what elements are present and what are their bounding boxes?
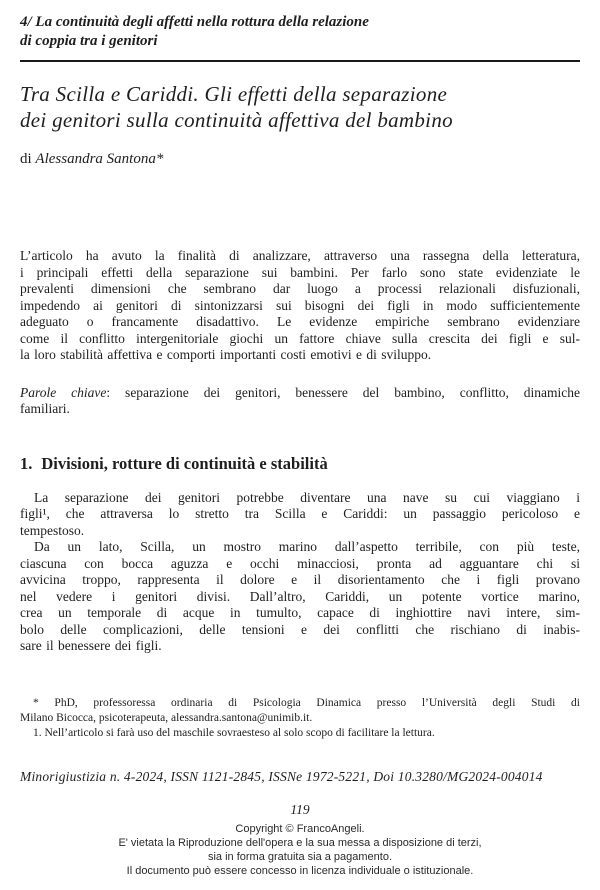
section-paragraph-2	[20, 539, 580, 655]
footnote-1: 1. Nell’articolo si farà uso del maschile sovraesteso al solo scopo di facilitare la lettura.	[33, 726, 435, 739]
footnotes	[20, 696, 580, 741]
article-title-line-1: Tra Scilla e Cariddi. Gli effetti della separazione	[20, 82, 448, 106]
copyright-footer	[20, 822, 580, 878]
body-line: figli¹, che attraversa lo stretto tra Scilla e Cariddi: un passaggio pericoloso e	[20, 506, 580, 521]
body-line: sare il benessere dei figli.	[20, 638, 162, 653]
body-line: avvicina troppo, rappresenta il dolore e il disorientamento che i figli provano	[20, 572, 580, 587]
article-title	[20, 81, 580, 133]
copyright-line: sia in forma gratuita sia a pagamento.	[207, 850, 393, 863]
body-line: crea un temporale di acque in tumulto, capace di inghiottire navi intere, sim-	[20, 605, 580, 620]
section-number: 1.	[20, 453, 33, 473]
body-line: ciascuna con bocca aguzza e occhi minacciosi, pronta ad agguantare chi si	[20, 555, 580, 571]
abstract-line: impedendo ai genitori di sintonizzarsi sui bisogni dei figli in modo sufficientemente	[20, 297, 580, 313]
keywords-label: Parole chiave	[20, 384, 107, 400]
keywords-line-2: familiari.	[20, 401, 70, 416]
body-line: tempestoso.	[20, 522, 85, 538]
body-line: La separazione dei genitori potrebbe diventare una nave su cui viaggiano i	[34, 489, 580, 505]
keywords	[20, 385, 580, 418]
keywords-list: : separazione dei genitori, benessere del bambino, conflitto, dinamiche	[106, 384, 580, 400]
chapter-header-line-2: di coppia tra i genitori	[20, 33, 158, 49]
copyright-line: E' vietata la Riproduzione dell'opera e la sua messa a disposizione di terzi,	[118, 836, 482, 849]
chapter-header-line-1: 4/ La continuità degli affetti nella rottura della relazione	[20, 14, 369, 30]
abstract	[20, 248, 580, 364]
article-title-line-2: dei genitori sulla continuità affettiva del bambino	[20, 108, 453, 132]
chapter-header	[20, 13, 580, 51]
body-line: Da un lato, Scilla, un mostro marino dall’aspetto terribile, con più teste,	[34, 539, 580, 554]
byline	[20, 150, 580, 168]
copyright-line: Il documento può essere concesso in licenza individuale o istituzionale.	[126, 864, 474, 877]
abstract-line: L’articolo ha avuto la finalità di analizzare, attraverso una rassegna della letteratura,	[20, 248, 580, 263]
abstract-line: come il conflitto intergenitoriale giochi un fattore chiave sulla crescita dei figli e sul-	[20, 330, 580, 346]
byline-prefix: di	[20, 151, 36, 167]
footnote-author-line-2: Milano Bicocca, psicoterapeuta, alessandra.santona@unimib.it.	[20, 711, 313, 724]
body-line: nel vedere i genitori divisi. Dall’altro, Cariddi, un potente vortice marino,	[20, 588, 580, 604]
journal-citation: Minorigiustizia n. 4-2024, ISSN 1121-2845, ISSNe 1972-5221, Doi 10.3280/MG2024-004014	[20, 768, 543, 784]
section-heading	[20, 453, 580, 475]
keywords-line-1	[20, 385, 580, 402]
header-rule	[20, 60, 580, 62]
footnote-author-line-1: * PhD, professoressa ordinaria di Psicologia Dinamica presso l’Università degli Studi di	[33, 696, 580, 709]
abstract-line: adeguato o francamente disadattivo. Le evidenze empiriche sembrano evidenziare	[20, 314, 580, 329]
section-paragraph-1	[20, 490, 580, 540]
page-number: 119	[290, 801, 310, 817]
abstract-line: prevalenti dimensioni che sembrano dar luogo a processi relazionali disfuzionali,	[20, 281, 580, 296]
abstract-line: la loro stabilità affettiva e comporti importanti costi emotivi e di sviluppo.	[20, 347, 432, 362]
body-line: bolo delle complicazioni, delle tensioni e dei conflitti che rischiano di inabis-	[20, 621, 580, 637]
copyright-line: Copyright © FrancoAngeli.	[235, 822, 365, 835]
abstract-line: i principali effetti della separazione sui bambini. Per farlo sono state evidenziate le	[20, 264, 580, 280]
author-name: Alessandra Santona*	[35, 151, 164, 167]
section-heading-text: Divisioni, rotture di continuità e stabilità	[41, 453, 328, 473]
